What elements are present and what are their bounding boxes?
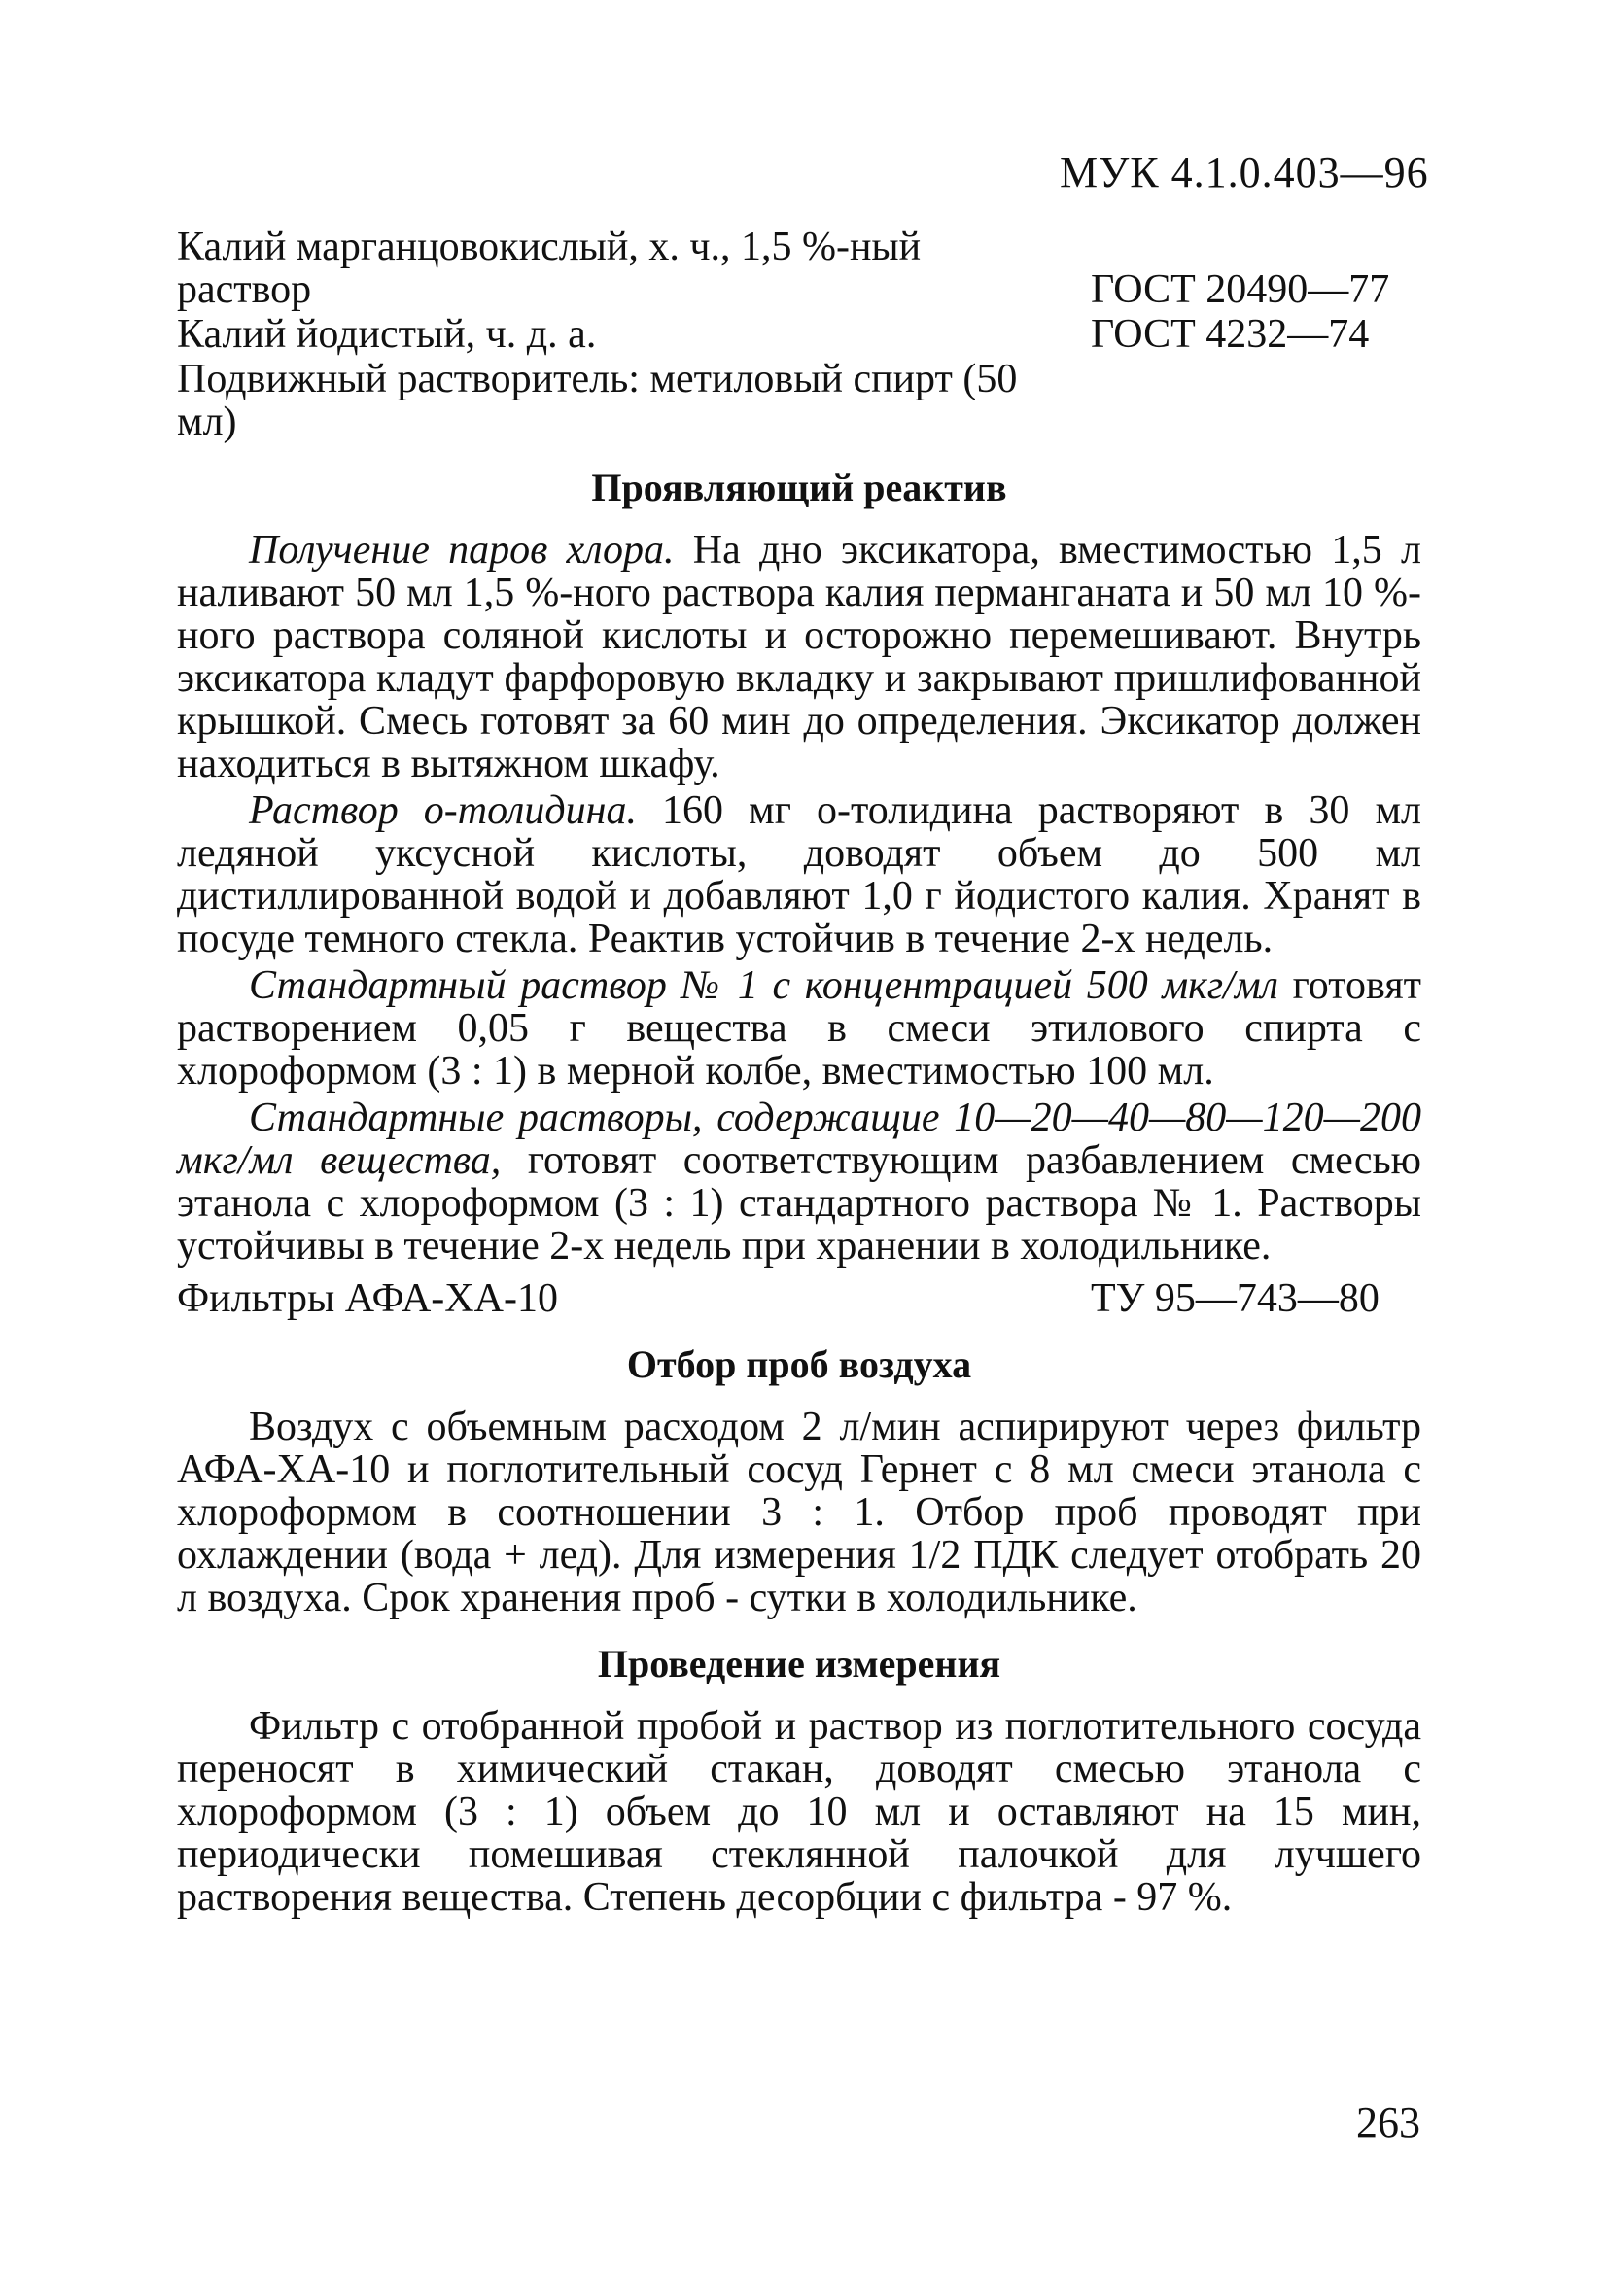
paragraph-text: готовят растворением 0,05 г вещества в смеси этилового спирта с хлороформом (3 : 1) в мерной колбе, вместимостью 100 мл. (177, 963, 1421, 1094)
reagent-standard: ГОСТ 20490—77 (1091, 267, 1390, 312)
section-heading-measurement: Проведение измерения (597, 1642, 1001, 1686)
reagent-row (177, 226, 1421, 311)
paragraph-text: 160 мг о-толидина растворяют в 30 мл ледяной уксусной кислоты, доводят объем до 500 мл дистиллированной водой и добавляют 1,0 г йодистого калия. Хранят в посуде темного стекла. Реактив устойчив в течение 2-х недель. (177, 788, 1421, 961)
paragraph-lead: Раствор о-толидина. (249, 788, 637, 833)
paragraph-text: готовят соответствующим разбавлением смесью этанола с хлороформом (3 : 1) стандартного раствора № 1. Растворы устойчивы в течение 2-х недель при хранении в холодильнике. (177, 1138, 1421, 1269)
paragraph-lead: Стандартные растворы, содержащие 10—20—40—80—120—200 мкг/мл вещества, (177, 1096, 1421, 1183)
paragraph-sampling: Воздух с объемным расходом 2 л/мин аспирируют через фильтр АФА-ХА-10 и поглотительный сосуд Гернет с 8 мл смеси этанола с хлороформом в соотношении 3 : 1. Отбор проб проводят при охлаждении (вода + лед). Для измерения 1/2 ПДК следует отобрать 20 л воздуха. Срок хранения проб - сутки в холодильнике. (177, 1405, 1421, 1620)
paragraph-standard-1 (177, 964, 1421, 1093)
reagent-row (177, 313, 1421, 356)
paragraph-tolidine (177, 789, 1421, 960)
filters-name: Фильтры АФА-ХА-10 (177, 1276, 558, 1321)
reagent-row (177, 358, 1421, 443)
paragraph-lead: Получение паров хлора. (249, 528, 675, 573)
paragraph-standard-series (177, 1096, 1421, 1268)
page-number: 263 (1356, 2099, 1420, 2146)
paragraph-chlorine (177, 529, 1421, 785)
filters-row (177, 1277, 1421, 1320)
document-code: МУК 4.1.0.403—96 (1060, 149, 1429, 196)
section-heading-sampling: Отбор проб воздуха (626, 1342, 972, 1386)
reagent-standard: ГОСТ 4232—74 (1091, 312, 1370, 357)
filters-standard: ТУ 95—743—80 (1091, 1276, 1380, 1321)
paragraph-measurement: Фильтр с отобранной пробой и раствор из поглотительного сосуда переносят в химический стакан, доводят смесью этанола с хлороформом (3 : 1) объем до 10 мл и оставляют на 15 мин, периодически помешивая стеклянной палочкой для лучшего растворения вещества. Степень десорбции с фильтра - 97 %. (177, 1704, 1421, 1920)
reagent-name: Калий марганцовокислый, х. ч., 1,5 %-ный раствор (177, 225, 922, 312)
page-content (177, 226, 1421, 1923)
section-heading-developer: Проявляющий реактив (591, 466, 1007, 509)
paragraph-lead: Стандартный раствор № 1 с концентрацией 500 мкг/мл (249, 963, 1278, 1008)
reagent-name: Калий йодистый, ч. д. а. (177, 312, 597, 357)
paragraph-text: На дно эксикатора, вместимостью 1,5 л наливают 50 мл 1,5 %-ного раствора калия перманганата и 50 мл 10 %-ного раствора соляной кислоты и осторожно перемешивают. Внутрь эксикатора кладут фарфоровую вкладку и закрывают пришлифованной крышкой. Смесь готовят за 60 мин до определения. Эксикатор должен находиться в вытяжном шкафу. (177, 528, 1421, 786)
reagent-name: Подвижный растворитель: метиловый спирт (50 мл) (177, 357, 1018, 444)
